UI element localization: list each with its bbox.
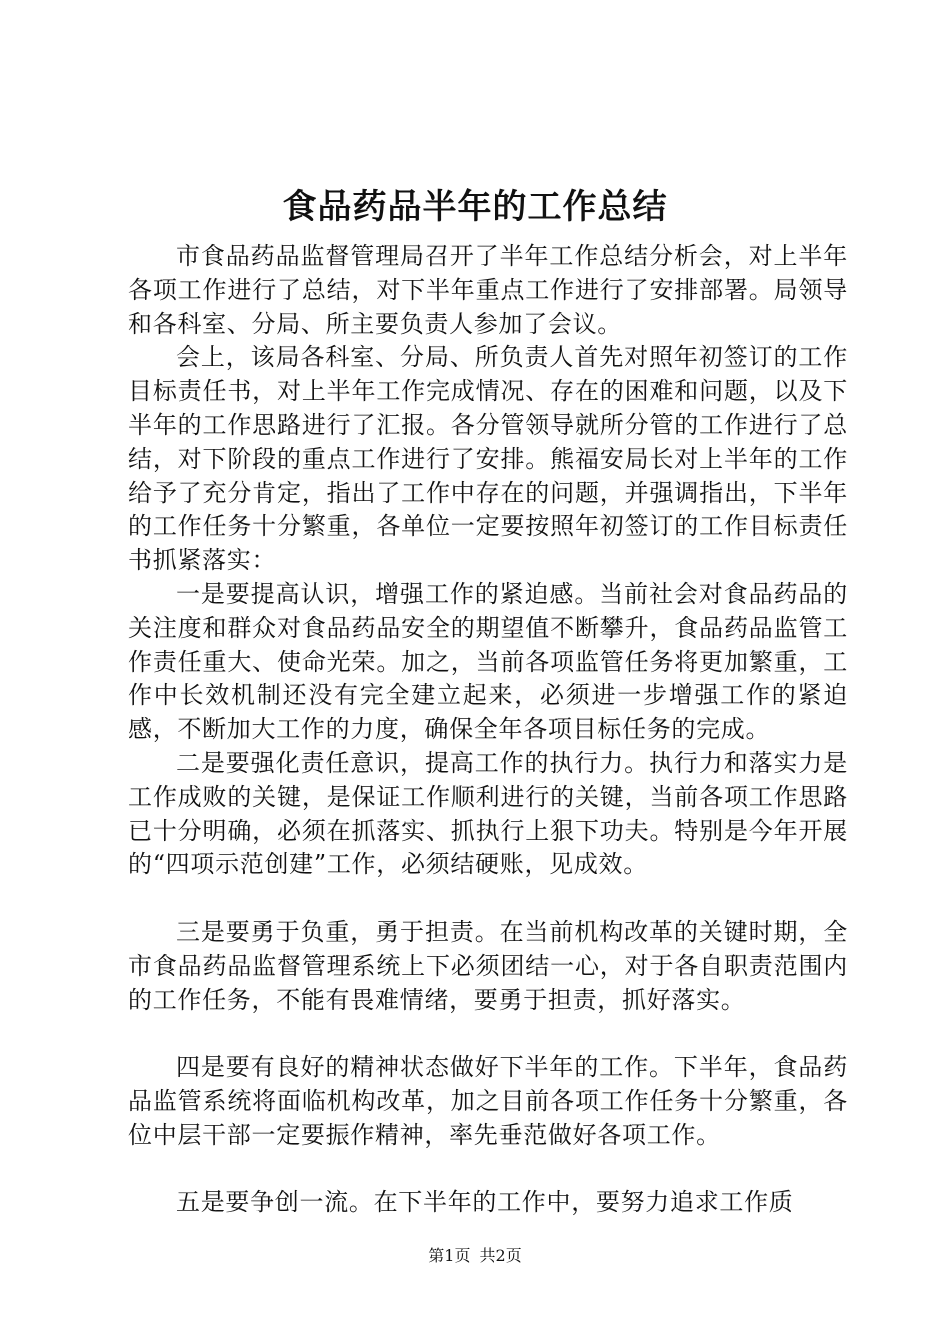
page-footer: 第1页 共2页 (428, 1246, 522, 1265)
paragraph-meeting-report: 会上，该局各科室、分局、所负责人首先对照年初签订的工作目标责任书，对上半年工作完成情况、存在的困难和问题，以及下半年的工作思路进行了汇报。各分管领导就所分管的工作进行了总结，对下阶段的重点工作进行了安排。熊福安局长对上半年的工作给予了充分肯定，指出了工作中存在的问题，并强调指出，下半年的工作任务十分繁重，各单位一定要按照年初签订的工作目标责任书抓紧落实： (128, 343, 848, 575)
document-body (128, 240, 848, 1220)
paragraph-point-two: 二是要强化责任意识，提高工作的执行力。执行力和落实力是工作成败的关键，是保证工作顺利进行的关键，当前各项工作思路已十分明确，必须在抓落实、抓执行上狠下功夫。特别是今年开展的“四项示范创建”工作，必须结硬账，见成效。 (128, 748, 848, 879)
paragraph-point-three: 三是要勇于负重，勇于担责。在当前机构改革的关键时期，全市食品药品监督管理系统上下必须团结一心，对于各自职责范围内的工作任务，不能有畏难情绪，要勇于担责，抓好落实。 (128, 917, 848, 1014)
paragraph-point-one: 一是要提高认识，增强工作的紧迫感。当前社会对食品药品的关注度和群众对食品药品安全的期望值不断攀升，食品药品监管工作责任重大、使命光荣。加之，当前各项监管任务将更加繁重，工作中长效机制还没有完全建立起来，必须进一步增强工作的紧迫感，不断加大工作的力度，确保全年各项目标任务的完成。 (128, 579, 848, 744)
paragraph-point-four: 四是要有良好的精神状态做好下半年的工作。下半年，食品药品监管系统将面临机构改革，加之目前各项工作任务十分繁重，各位中层干部一定要振作精神，率先垂范做好各项工作。 (128, 1053, 848, 1149)
paragraph-point-five: 五是要争创一流。在下半年的工作中，要努力追求工作质 (176, 1188, 794, 1217)
document-title: 食品药品半年的工作总结 (282, 187, 668, 227)
paragraph-meeting-intro: 市食品药品监督管理局召开了半年工作总结分析会，对上半年各项工作进行了总结，对下半年重点工作进行了安排部署。局领导和各科室、分局、所主要负责人参加了会议。 (128, 242, 848, 338)
